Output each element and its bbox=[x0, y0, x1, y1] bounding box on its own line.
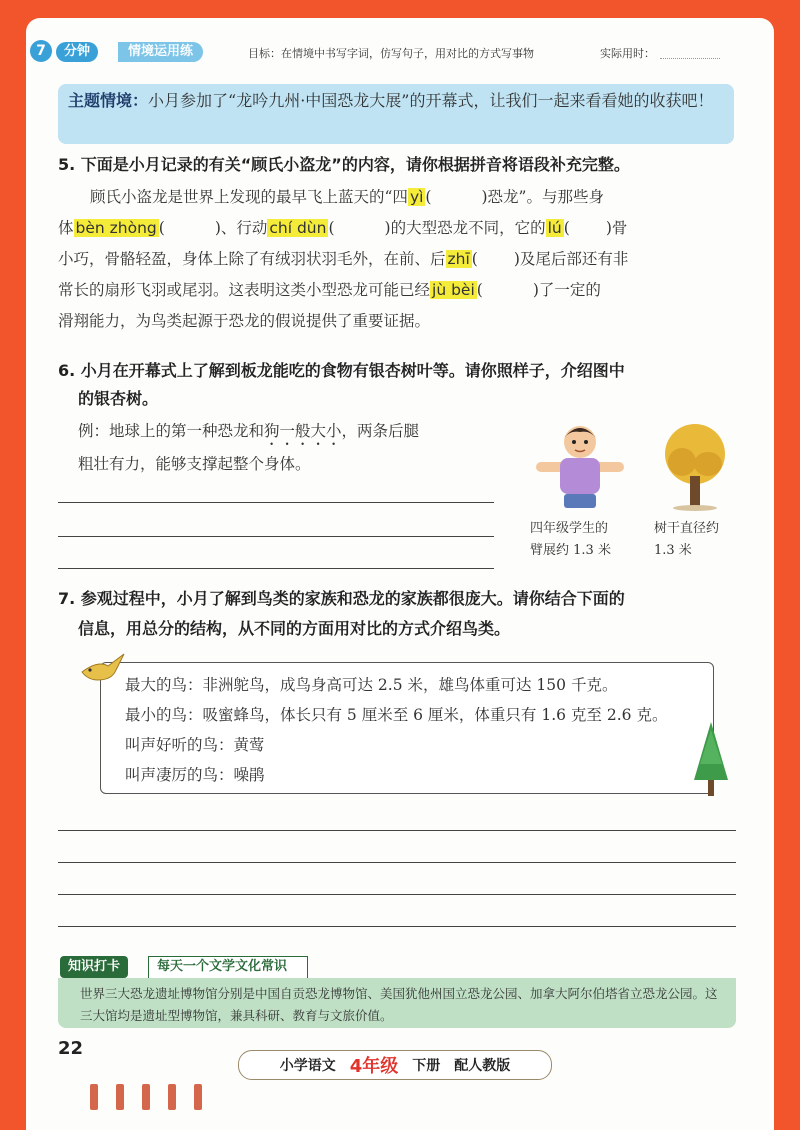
bird-info-box bbox=[100, 662, 714, 794]
info-line-shrill-call: 叫声凄厉的鸟：噪鹃 bbox=[125, 766, 265, 784]
info-line-largest-bird: 最大的鸟：非洲鸵鸟，成鸟身高可达 2.5 米，雄鸟体重可达 150 千克。 bbox=[125, 676, 618, 694]
answer-line[interactable] bbox=[58, 568, 494, 569]
theme-text: 小月参加了“龙吟九州·中国恐龙大展”的开幕式，让我们一起来看看她的收获吧！ bbox=[148, 91, 714, 110]
question-6-title-line2: 的银杏树。 bbox=[78, 389, 159, 408]
question-6-title-line1: 6. 小月在开幕式上了解到板龙能吃的食物有银杏树叶等。请你照样子，介绍图中 bbox=[58, 361, 625, 380]
volume-label: 下册 bbox=[412, 1058, 441, 1074]
question-6-example: 例：地球上的第一种恐龙和狗一般大小，两条后腿 粗壮有力，能够支撑起整个身体。 bbox=[78, 422, 420, 473]
pinyin-jubei: jù bèi bbox=[432, 281, 475, 299]
student-caption: 四年级学生的 臂展约 1.3 米 bbox=[530, 521, 611, 558]
question-7-title-line1: 7. 参观过程中，小月了解到鸟类的家族和恐龙的家族都很庞大。请你结合下面的 bbox=[58, 589, 625, 608]
time-input-line[interactable] bbox=[660, 58, 720, 59]
exercise-number-badge: 7 bbox=[30, 40, 52, 62]
answer-line[interactable] bbox=[58, 536, 494, 537]
grade-label: 4年级 bbox=[349, 1056, 399, 1077]
pinyin-benzhong: bèn zhòng bbox=[75, 219, 157, 237]
subject-label: 小学语文 bbox=[279, 1058, 336, 1074]
question-5-title: 5. 下面是小月记录的有关“顾氏小盗龙”的内容，请你根据拼音将语段补充完整。 bbox=[58, 155, 630, 174]
edition-label: 配人教版 bbox=[454, 1058, 511, 1074]
info-line-smallest-bird: 最小的鸟：吸蜜蜂鸟，体长只有 5 厘米至 6 厘米，体重只有 1.6 克至 2.6 克。 bbox=[125, 706, 668, 724]
pine-tree-icon bbox=[690, 720, 732, 800]
info-line-pleasant-call: 叫声好听的鸟：黄莺 bbox=[125, 736, 265, 754]
exercise-type-pill: 情境运用练 bbox=[118, 42, 203, 62]
bird-icon bbox=[78, 650, 128, 690]
example-emphasis: 狗一般大小 bbox=[264, 422, 342, 440]
knowledge-text: 世界三大恐龙遗址博物馆分别是中国自贡恐龙博物馆、美国犹他州国立恐龙公园、加拿大阿尔伯塔省立恐龙公园。这三大馆均是遗址型博物馆，兼具科研、教育与文旅价值。 bbox=[58, 978, 736, 1028]
pinyin-yi: yì bbox=[409, 188, 424, 206]
tree-caption: 树干直径约 1.3 米 bbox=[654, 521, 720, 558]
time-label: 实际用时： bbox=[600, 47, 655, 60]
ginkgo-tree-illustration bbox=[660, 418, 730, 513]
minutes-pill: 分钟 bbox=[56, 42, 98, 62]
question-5-passage: 顾氏小盗龙是世界上发现的最早飞上蓝天的“四 yì ( )恐龙”。与那些身 体 bèn zhòng ( )、行动 chí dùn ( )的大型恐龙不同，它的 lú ( )骨 小巧，骨骼轻盈，身体上除了有绒羽状羽毛外，在前、后 zhī ( )及尾后部还有非 常长的扇形飞羽或尾羽。这表明这类小型恐龙可能已经 jù bèi ( )了一定的 滑翔能力，为鸟类起源于恐龙的假说提供了重要证据。 bbox=[58, 188, 629, 330]
answer-line[interactable] bbox=[58, 894, 736, 895]
answer-line[interactable] bbox=[58, 830, 736, 831]
knowledge-title: 每天一个文学文化常识 bbox=[148, 956, 308, 980]
pinyin-lu: lú bbox=[547, 219, 562, 237]
student-arm-span-illustration bbox=[530, 420, 630, 515]
page-number: 22 bbox=[58, 1038, 84, 1059]
theme-scenario-box bbox=[58, 84, 734, 144]
knowledge-tag: 知识打卡 bbox=[60, 956, 128, 978]
book-info-footer bbox=[238, 1050, 552, 1080]
pinyin-chidun: chí dùn bbox=[269, 219, 327, 237]
goal-text: 目标：在情境中书写字词，仿写句子，用对比的方式写事物 bbox=[248, 47, 534, 60]
answer-line[interactable] bbox=[58, 926, 736, 927]
pinyin-zhi: zhī bbox=[447, 250, 470, 268]
answer-line[interactable] bbox=[58, 862, 736, 863]
theme-label: 主题情境： bbox=[68, 91, 149, 110]
page-edge-tabs bbox=[90, 1084, 220, 1114]
answer-line[interactable] bbox=[58, 502, 494, 503]
question-7-title-line2: 信息，用总分的结构，从不同的方面用对比的方式介绍鸟类。 bbox=[78, 619, 511, 638]
